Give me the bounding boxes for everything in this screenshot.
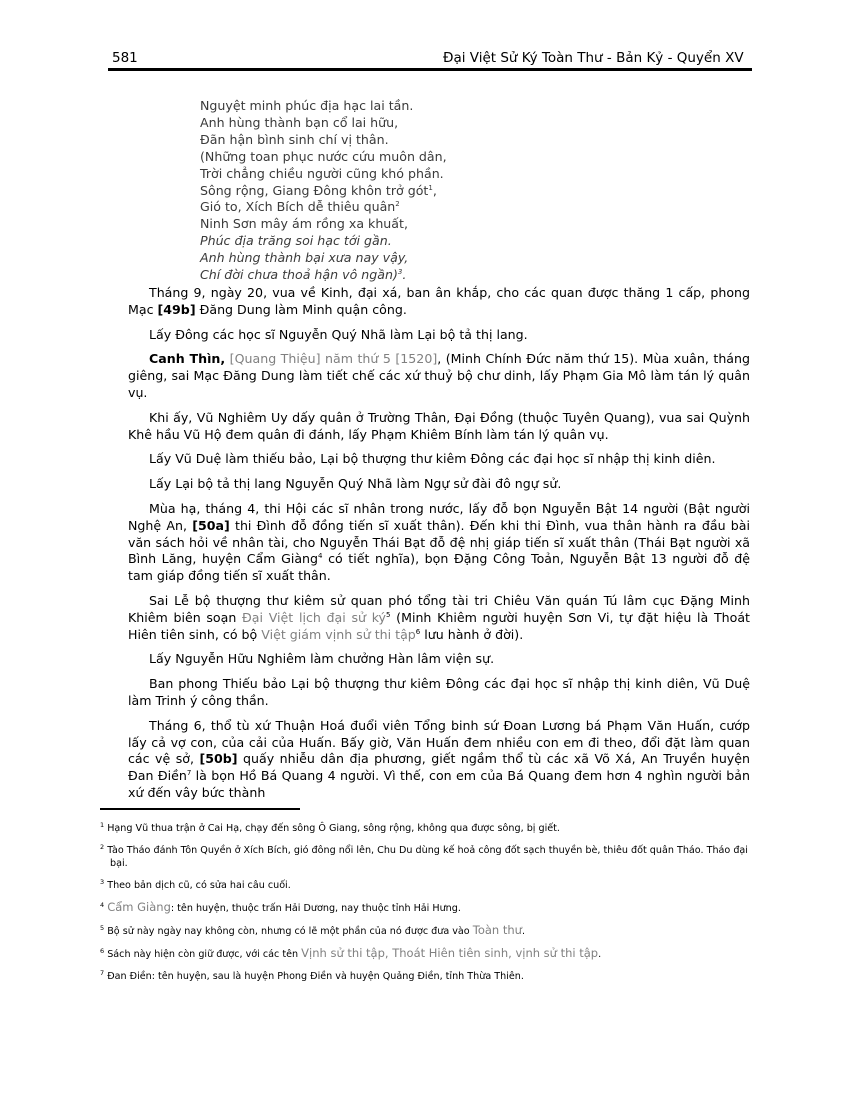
footnote-term: Cẩm Giàng [107,900,171,914]
book-title: Đại Việt lịch đại sử ký [242,609,386,625]
paragraph [128,718,750,802]
text: quấy nhiễu dân địa phương, giết ngầm thổ tù các xã Võ Xá, An Truyền huyện Đan Điền [128,751,750,784]
body-text [128,285,750,810]
footnote-text: Đan Điền: tên huyện, sau là huyện Phong Điền và huyện Quảng Điền, tỉnh Thừa Thiên. [107,971,524,982]
book-title: Việt giám vịnh sử thi tập [261,626,416,642]
poem-line: Anh hùng thành bạn cổ lai hữu, [200,114,399,130]
footnote-number: 1 [100,821,105,829]
poem-line [200,199,600,216]
footnote-text: . [598,949,602,960]
footnote-rule [100,808,300,810]
poem-line-text: Chí đời chưa thoả hận vô ngần) [200,267,398,283]
header-rule [108,68,752,71]
year-heading: Canh Thìn, [149,351,226,367]
footnote-number: 7 [100,969,105,977]
text: Tháng 6, thổ tù xứ Thuận Hoá đuổi viên Tổng binh sứ Đoan Lương bá Phạm Văn Huấn, cướp lấy cả vợ con, của cải của Huấn. Bấy giờ, Văn Huấn đem nhiều con em đi theo, đổi đặt làm quan các vệ sở, [128,717,750,767]
paragraph: Khi ấy, Vũ Nghiêm Uy dấy quân ở Trường Thân, Đại Đồng (thuộc Tuyên Quang), vua sai Quỳnh Khê hầu Vũ Hộ đem quân đi đánh, lấy Phạm Khiêm Bính làm tán lý quân vụ. [128,409,750,442]
footnote [100,947,750,961]
paragraph: Ban phong Thiếu bảo Lại bộ thượng thư kiêm Đông các đại học sĩ nhập thị kinh diên, Vũ Duệ làm Trinh ý công thần. [128,676,750,708]
text: , (Minh Chính Đức năm thứ 15). Mùa xuân, tháng giêng, sai Mạc Đăng Dung làm tiết chế các xứ thuỷ bộ chư dinh, lấy Phạm Gia Mô làm tán lý quân vụ. [128,351,750,400]
paragraph [128,593,750,643]
footnote-ref: 6 [415,627,421,636]
footnote [100,879,750,892]
page-number: 581 [112,50,138,66]
footnote [100,970,750,983]
footnote-text: Theo bản dịch cũ, có sửa hai câu cuối. [107,880,291,891]
footnote-number: 3 [100,878,105,886]
text: Mùa hạ, tháng 4, thi Hội các sĩ nhân trong nước, lấy đỗ bọn Nguyễn Bật 14 người (Bật người Nghệ An, [128,500,750,533]
footnote-term: Vịnh sử thi tập, Thoát Hiên tiên sinh, vịnh sử thi tập [301,946,599,960]
footnote-text: Tào Tháo đánh Tôn Quyền ở Xích Bích, gió đông nổi lên, Chu Du dùng kế hoả công đốt sạch thuyền bè, thiêu đốt quân Tháo. Tháo đại bại. [107,845,748,869]
text: Đăng Dung làm Minh quận công. [195,301,407,317]
footnote-ref: 1 [428,183,433,192]
text: là bọn Hồ Bá Quang 4 người. Vì thế, con em của Bá Quang đem hơn 4 nghìn người bản xứ đến vây bức thành [128,768,750,800]
text: có tiết nghĩa), bọn Đặng Công Toản, Nguyễn Bật 13 người đỗ đệ tam giáp đồng tiến sĩ xuất thân. [128,551,750,584]
poem-block [200,98,600,284]
footnote-ref: 3 [397,268,403,277]
poem-line: Ninh Sơn mây ám rồng xa khuất, [200,216,408,232]
era-reference: [Quang Thiệu] năm thứ 5 [1520] [225,351,438,367]
paragraph: Lấy Đông các học sĩ Nguyễn Quý Nhã làm Lại bộ tả thị lang. [149,326,528,342]
footnote-ref: 2 [395,200,400,209]
paragraph [128,285,750,319]
text: lưu hành ở đời). [420,626,524,642]
paragraph [128,351,750,401]
page-marker: [49b] [157,301,196,317]
paragraph [128,501,750,585]
footnote-text: Hạng Vũ thua trận ở Cai Hạ, chạy đến sông Ô Giang, sông rộng, không qua được sông, bị giết. [107,823,560,834]
paragraph: Lấy Nguyễn Hữu Nghiêm làm chưởng Hàn lâm viện sự. [149,651,495,667]
footnote-ref: 7 [186,769,192,778]
poem-line: Phúc địa trăng soi hạc tới gần. [200,233,392,249]
poem-line: (Những toan phục nước cứu muôn dân, [200,148,447,164]
footnote-text: : tên huyện, thuộc trấn Hải Dương, nay thuộc tỉnh Hải Hưng. [170,903,461,914]
poem-line: Trời chẳng chiều người cũng khó phần. [200,165,444,181]
poem-line: Sông rộng, Giang Đông khôn trở gót$^1$, [200,182,437,198]
text: Tháng 9, ngày 20, vua về Kinh, đại xá, ban ân khắp, cho các quan được thăng 1 cấp, phong Mạc [128,285,750,317]
text: Sai Lễ bộ thượng thư kiêm sử quan phó tổng tài tri Chiêu Văn quán Tú lâm cục Đặng Minh Khiêm biên soạn [128,592,750,625]
page-header [108,48,752,68]
footnote [100,844,750,870]
footnote-ref: 4 [318,552,323,561]
poem-line: Chí đời chưa thoả hận vô ngần)$^3$. [200,267,407,283]
footnote-text: Sách này hiện còn giữ được, với các tên [107,949,299,960]
footnote-text: Bộ sử này ngày nay không còn, nhưng có lẽ một phần của nó được đưa vào [107,926,470,937]
footnote [100,822,750,835]
footnote-number: 6 [100,947,105,955]
poem-line-text: Sông rộng, Giang Đông khôn trở gót [200,182,429,198]
poem-line: Nguyệt minh phúc địa hạc lai tần. [200,98,414,113]
footnote-term: Toàn thư [472,923,522,937]
footnote-number: 2 [100,843,105,851]
footnote-text: . [521,926,525,937]
paragraph: Lấy Vũ Duệ làm thiếu bảo, Lại bộ thượng thư kiêm Đông các đại học sĩ nhập thị kinh diên. [149,451,716,467]
poem-line: Anh hùng thành bại xưa nay vậy, [200,250,409,266]
text: (Minh Khiêm người huyện Sơn Vi, tự đặt hiệu là Thoát Hiên tiên sinh, có bộ [128,609,750,642]
footnotes [100,822,750,992]
text: thi Đình đỗ đồng tiến sĩ xuất thân). Đến khi thi Đình, vua thân hành ra đầu bài văn sách hỏi về nhân tài, cho Nguyễn Thái Bạt đỗ đệ nhị giáp tiến sĩ xuất thân (Thái Bạt người xã Bình Lăng, huyện Cẩm Giàng [128,517,751,567]
running-title: Đại Việt Sử Ký Toàn Thư - Bản Kỷ - Quyển XV [443,50,744,66]
footnote-number: 4 [100,901,105,909]
footnote-ref: 5 [386,610,391,619]
paragraph: Lấy Lại bộ tả thị lang Nguyễn Quý Nhã làm Ngự sử đài đô ngự sử. [149,476,562,492]
footnote [100,924,750,938]
page-marker: [50a] [192,517,230,533]
footnote-number: 5 [100,924,105,932]
page-marker: [50b] [199,751,238,767]
poem-line-text: Gió to, Xích Bích dễ thiêu quân [200,199,396,215]
footnote [100,901,750,915]
poem-line: Đãn hận bình sinh chí vị thân. [200,131,389,147]
